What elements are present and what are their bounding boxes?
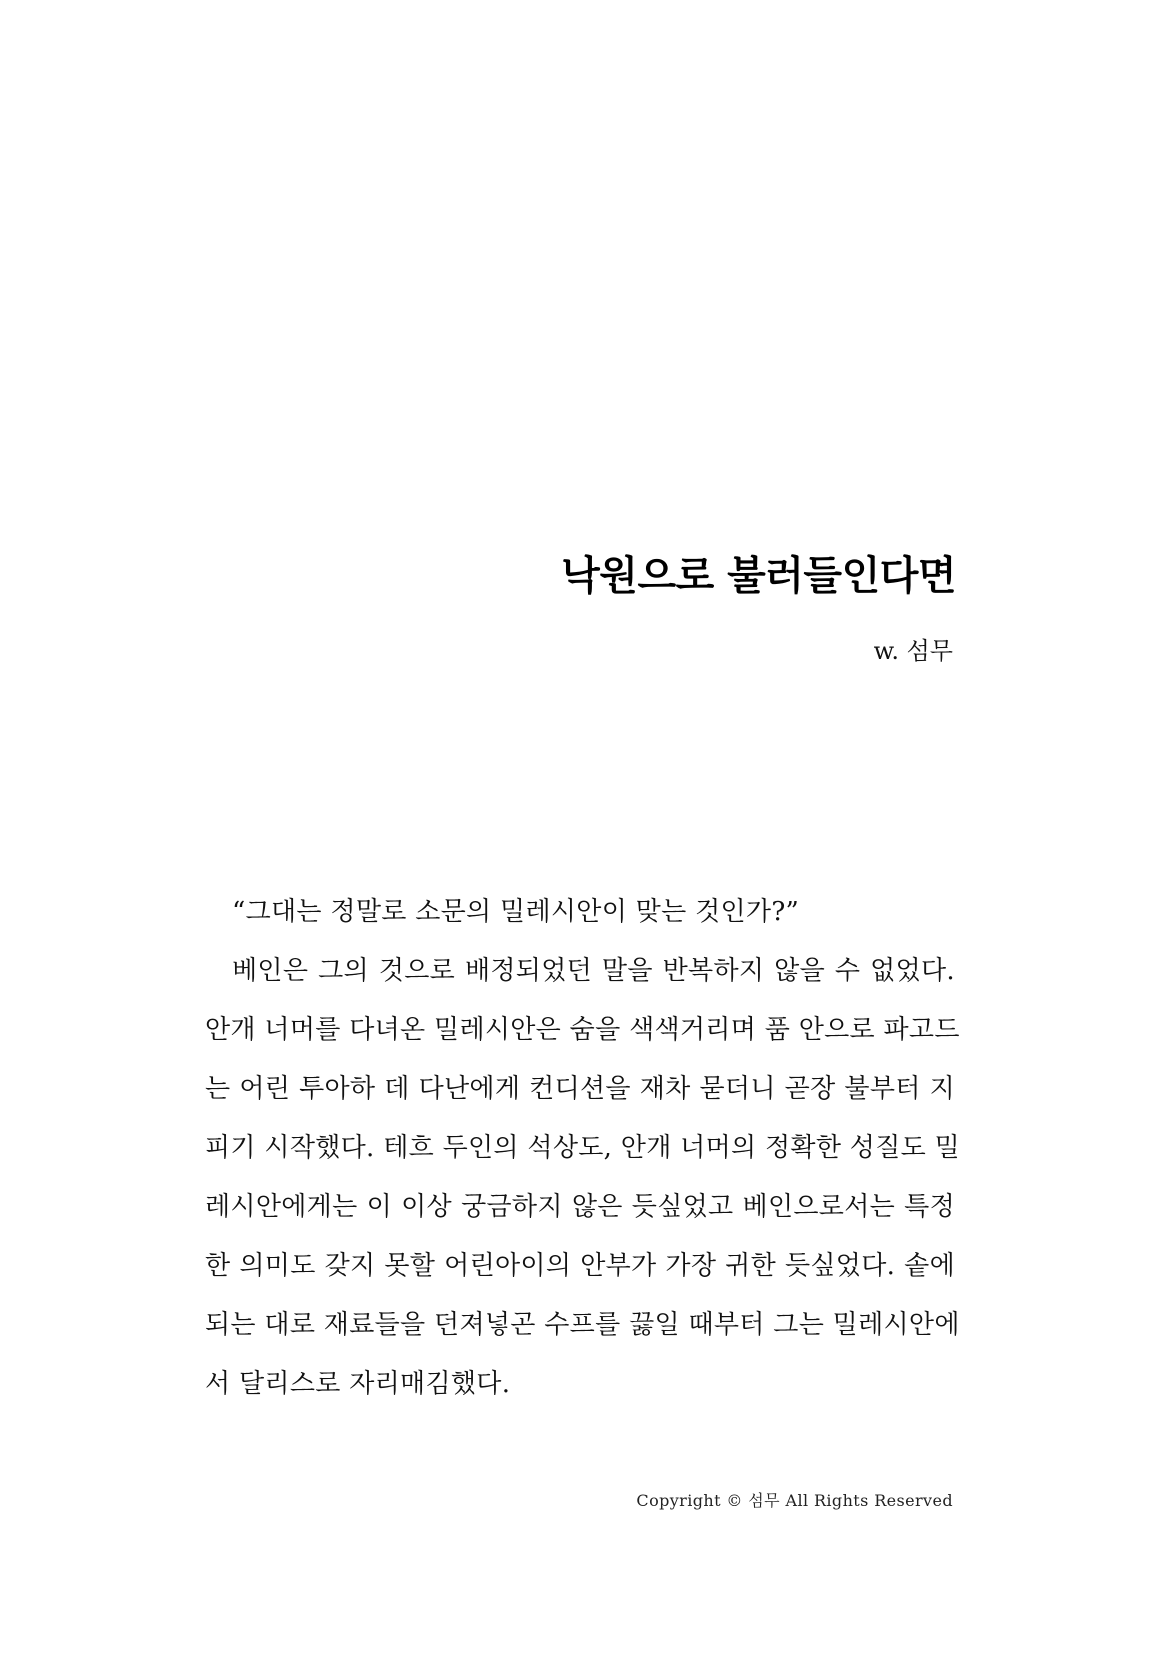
body-line: 서 달리스로 자리매김했다. [205,1369,511,1399]
body-line: 피기 시작했다. 테흐 두인의 석상도, 안개 너머의 정확한 성질도 밀 [205,1133,961,1163]
author-byline: w. 섬무 [873,637,953,665]
body-paragraph [205,883,961,1414]
body-line: 되는 대로 재료들을 던져넣곤 수프를 끓일 때부터 그는 밀레시안에 [205,1310,960,1340]
document-title: 낙원으로 불러들인다면 [561,553,956,599]
body-line: 는 어린 투아하 데 다난에게 컨디션을 재차 묻더니 곧장 불부터 지 [205,1074,955,1104]
body-line: 베인은 그의 것으로 배정되었던 말을 반복하지 않을 수 없었다. [232,956,955,986]
body-line-dialogue: “그대는 정말로 소문의 밀레시안이 맞는 것인가?” [232,897,800,927]
body-line: 안개 너머를 다녀온 밀레시안은 숨을 색색거리며 품 안으로 파고드 [205,1015,960,1045]
copyright-notice: Copyright © 섬무 All Rights Reserved [636,1491,953,1510]
body-line: 레시안에게는 이 이상 궁금하지 않은 듯싶었고 베인으로서는 특정 [205,1192,955,1222]
body-line: 한 의미도 갖지 못할 어린아이의 안부가 가장 귀한 듯싶었다. 솥에 [205,1251,955,1281]
